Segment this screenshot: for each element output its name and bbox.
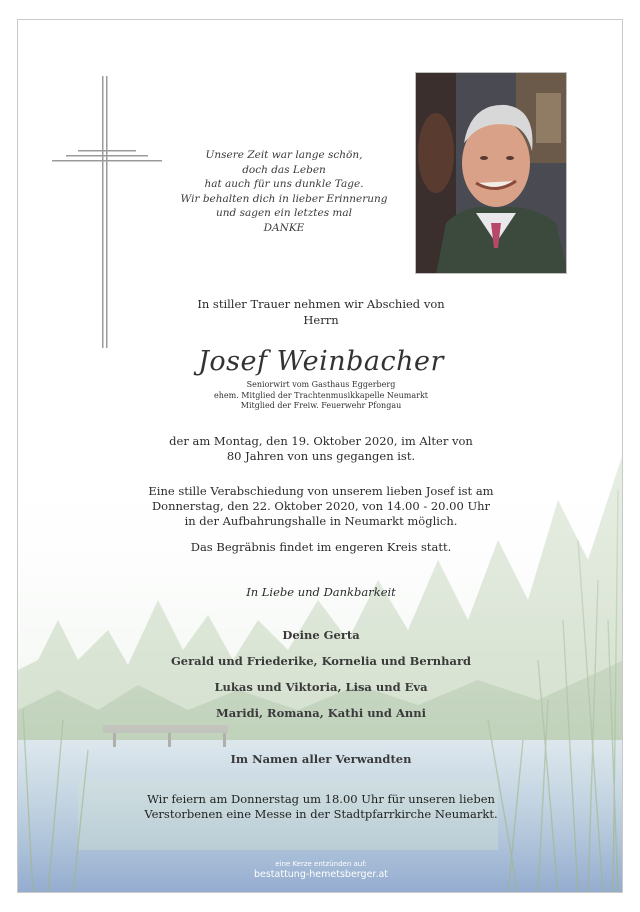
mass-notice — [18, 792, 623, 822]
candle-label: eine Kerze entzünden auf: — [275, 860, 367, 868]
death-notice — [18, 434, 623, 464]
poem-line: Unsere Zeit war lange schön, — [205, 149, 363, 161]
portrait-photo — [415, 72, 567, 274]
role-line: ehem. Mitglied der Trachtenmusikkapelle Neumarkt — [213, 390, 429, 400]
mourner-line: Lukas und Viktoria, Lisa und Eva — [214, 680, 428, 694]
mourner-line: Maridi, Romana, Kathi und Anni — [216, 706, 426, 720]
death-line: der am Montag, den 19. Oktober 2020, im Alter von — [169, 434, 473, 448]
relatives-note: Im Namen aller Verwandten — [230, 752, 412, 766]
intro-line: Herrn — [303, 313, 339, 327]
candle-link-block — [18, 860, 623, 880]
poem-line: hat auch für uns dunkle Tage. — [204, 178, 364, 190]
deceased-roles — [18, 380, 623, 412]
poem-line: DANKE — [263, 221, 305, 234]
mourner-line: Deine Gerta — [282, 628, 360, 642]
closing-phrase: In Liebe und Dankbarkeit — [246, 585, 396, 599]
role-line: Mitglied der Freiw. Feuerwehr Pfongau — [240, 401, 402, 410]
deceased-name: Josef Weinbacher — [198, 346, 444, 377]
poem-line: doch das Leben — [242, 163, 326, 176]
intro-text — [18, 296, 623, 328]
poem-line: und sagen ein letztes mal — [216, 207, 352, 219]
poem — [158, 148, 410, 235]
mourner-line: Gerald und Friederike, Kornelia und Bernhard — [170, 654, 472, 668]
mass-line: Verstorbenen eine Messe in der Stadtpfarrkirche Neumarkt. — [144, 807, 498, 821]
obituary-card — [17, 19, 623, 893]
mass-line: Wir feiern am Donnerstag um 18.00 Uhr für unseren lieben — [147, 792, 495, 806]
candle-website-link[interactable]: bestattung-hemetsberger.at — [253, 869, 389, 880]
role-line: Seniorwirt vom Gasthaus Eggerberg — [246, 380, 396, 389]
farewell-line: in der Aufbahrungshalle in Neumarkt möglich. — [184, 514, 458, 528]
intro-line: In stiller Trauer nehmen wir Abschied von — [197, 297, 445, 311]
farewell-line: Donnerstag, den 22. Oktober 2020, von 14.00 - 20.00 Uhr — [151, 499, 491, 513]
mourners-list — [18, 628, 623, 732]
farewell-line: Eine stille Verabschiedung von unserem lieben Josef ist am — [148, 484, 494, 498]
burial-note: Das Begräbnis findet im engeren Kreis statt. — [190, 540, 452, 554]
poem-line: Wir behalten dich in lieber Erinnerung — [180, 192, 388, 205]
farewell-info — [18, 484, 623, 529]
death-line: 80 Jahren von uns gegangen ist. — [226, 449, 416, 463]
